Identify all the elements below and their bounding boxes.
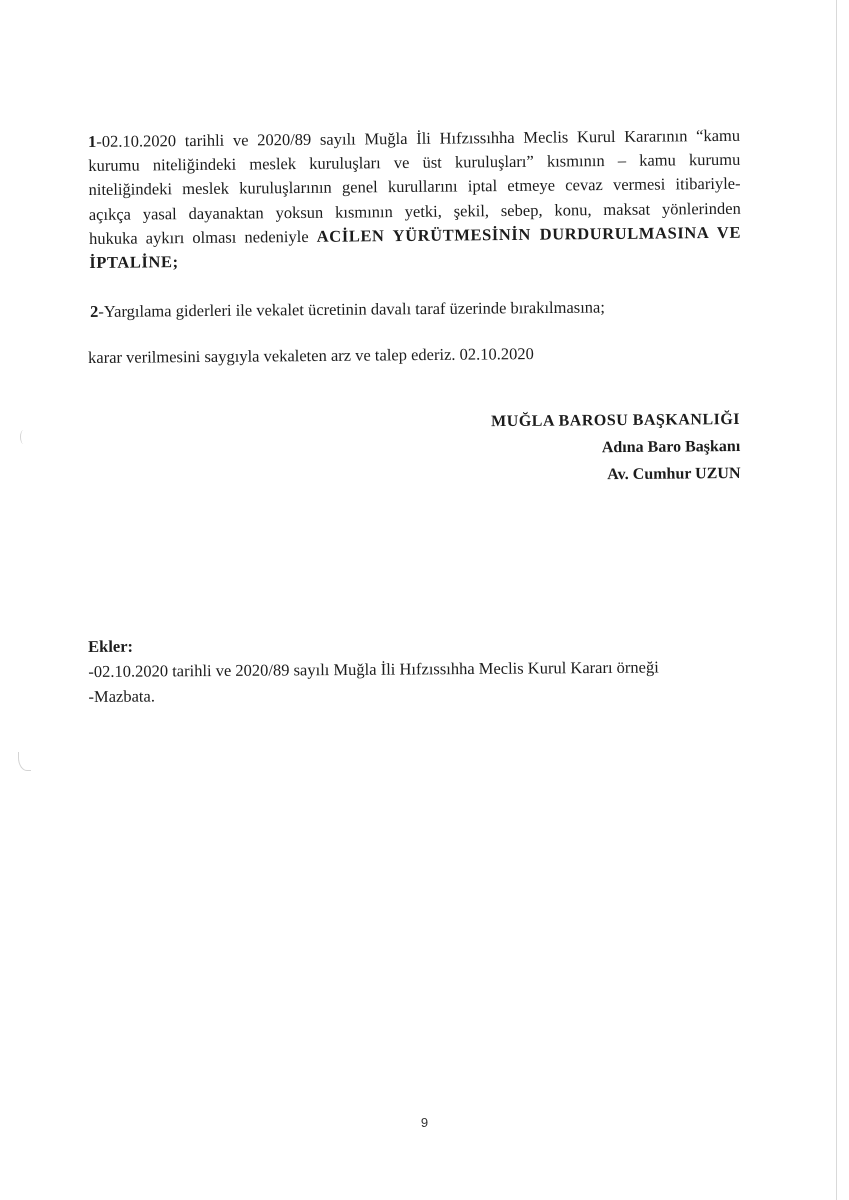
line-text: -Yargılama giderleri ile vekalet ücretinin davalı taraf üzerinde bırakılmasına; [98,297,605,321]
scan-mark [20,430,27,444]
attachment-item: -02.10.2020 tarihli ve 2020/89 sayılı Muğla İli Hıfzıssıhha Meclis Kurul Kararı örneği [88,657,659,681]
item-number: 2 [90,301,99,321]
page-number: 9 [420,1115,429,1130]
attachments-section [88,630,659,709]
scan-mark [18,752,31,771]
line-text: -02.10.2020 tarihli ve 2020/89 sayılı Muğla İli Hıfzıssıhha Meclis Kurul Kararının “kamu [96,125,741,151]
signature-block [491,406,741,489]
signature-organization: MUĞLA BAROSU BAŞKANLIĞI [491,410,741,431]
signature-role: Adına Baro Başkanı [601,437,741,457]
closing-statement: karar verilmesini saygıyla vekaleten arz ve talep ederiz. 02.10.2020 [88,344,534,367]
line-text: ; [172,252,179,272]
emphasis-text: İPTALİNE [89,252,173,273]
paragraph-line: açıkça yasal dayanaktan yoksun kısmının yetki, şekil, sebep, konu, maksat yönlerinden [88,198,741,224]
paragraph-line: niteliğindeki meslek kuruluşlarının genel kurullarını iptal etmeye cevaz vermesi itibariyle- [88,174,741,200]
item-number: 1 [88,131,97,151]
request-paragraph-1 [88,124,741,275]
page-edge [836,0,837,1200]
request-paragraph-2 [90,296,605,324]
signature-name: Av. Cumhur UZUN [607,464,741,484]
paragraph-line: kurumu niteliğindeki meslek kuruluşları ve üst kuruluşları” kısmının – kamu kurumu [88,149,741,176]
attachment-item: -Mazbata. [88,686,155,706]
emphasis-text: ACİLEN YÜRÜTMESİNİN DURDURULMASINA VE [316,222,742,246]
line-text: hukuka aykırı olması nedeniyle [88,226,317,248]
attachments-heading: Ekler: [88,636,134,656]
